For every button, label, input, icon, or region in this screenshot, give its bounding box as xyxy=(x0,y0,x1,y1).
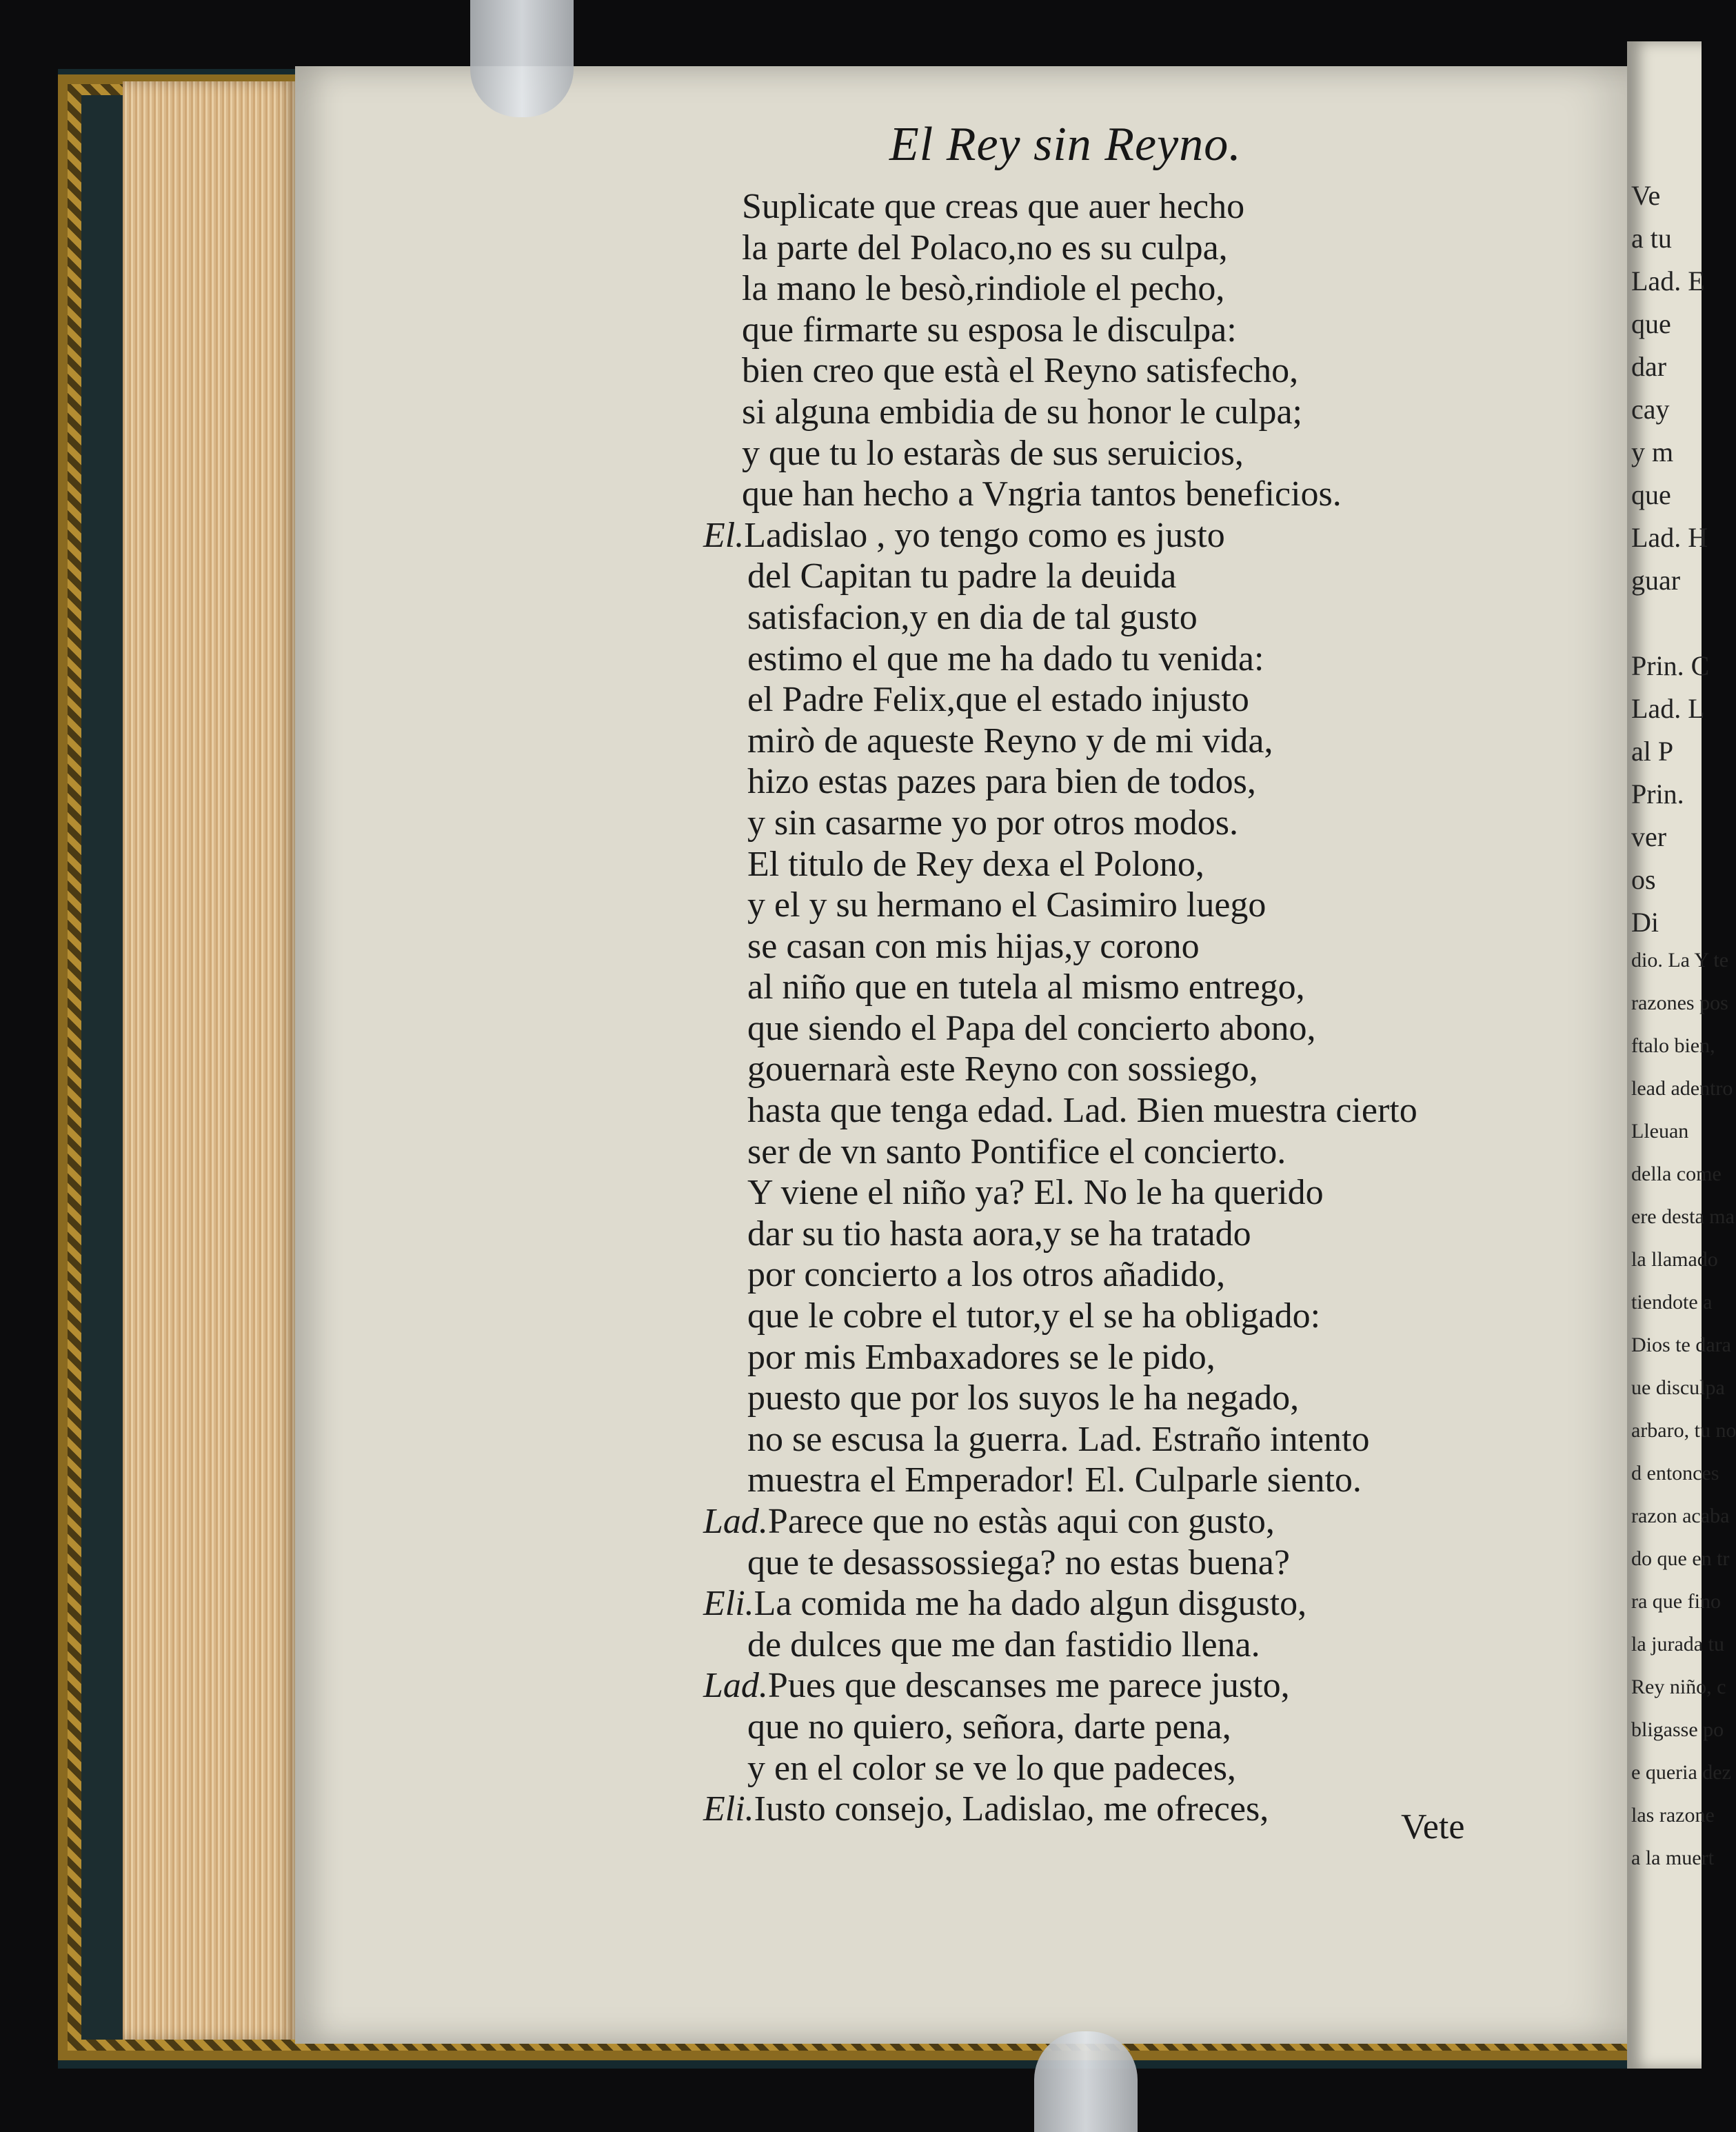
verse-text: Suplicate que creas que auer hecho xyxy=(742,187,1245,226)
verse-line xyxy=(703,1008,1517,1049)
facing-page-text: las razone xyxy=(1631,1804,1715,1827)
verse-text: que no quiero, señora, darte pena, xyxy=(747,1707,1231,1747)
verse-text: estimo el que me ha dado tu venida: xyxy=(747,638,1264,678)
verse-line xyxy=(703,1049,1517,1090)
verse-text-block xyxy=(703,186,1517,1830)
speaker-label: Lad. xyxy=(703,1502,768,1541)
verse-text: muestra el Emperador! El. Culparle siento. xyxy=(747,1460,1362,1500)
facing-page-text: cay xyxy=(1631,394,1670,425)
facing-page-text: arbaro, tu no xyxy=(1631,1419,1736,1442)
speaker-label: El. xyxy=(703,515,745,555)
speaker-label: Eli. xyxy=(703,1584,754,1624)
facing-page-text: Lleuan xyxy=(1631,1120,1689,1143)
verse-text: del Capitan tu padre la deuida xyxy=(747,556,1177,596)
verse-line xyxy=(703,967,1517,1008)
facing-page-text: razon acaba xyxy=(1631,1505,1730,1527)
facing-page-text: la llamado xyxy=(1631,1248,1718,1271)
facing-page-text: dar xyxy=(1631,351,1667,382)
facing-page-text: ue disculpa xyxy=(1631,1376,1725,1399)
verse-line xyxy=(703,228,1517,269)
verse-text: al niño que en tutela al mismo entrego, xyxy=(747,967,1305,1007)
verse-text: Parece que no estàs aqui con gusto, xyxy=(767,1502,1275,1541)
verse-text: Pues que descanses me parece justo, xyxy=(767,1666,1290,1706)
verse-text: la mano le besò,rindiole el pecho, xyxy=(742,269,1225,309)
verse-text: La comida me ha dado algun disgusto, xyxy=(754,1584,1307,1624)
verse-line xyxy=(703,761,1517,803)
verse-text: y que tu lo estaràs de sus seruicios, xyxy=(742,433,1244,473)
verse-line xyxy=(703,268,1517,310)
verse-text: si alguna embidia de su honor le culpa; xyxy=(742,392,1303,432)
speaker-label: Eli. xyxy=(703,1789,754,1829)
facing-page-text: bligasse po xyxy=(1631,1718,1724,1741)
verse-text: Iusto consejo, Ladislao, me ofreces, xyxy=(754,1789,1269,1829)
facing-page-text: que xyxy=(1631,308,1671,339)
facing-page-text: Prin. C xyxy=(1631,650,1710,681)
facing-page-text: ftalo bien, xyxy=(1631,1034,1715,1057)
verse-text: mirò de aqueste Reyno y de mi vida, xyxy=(747,721,1273,761)
verse-text: que le cobre el tutor,y el se ha obligado: xyxy=(747,1296,1321,1336)
verse-line xyxy=(703,1665,1517,1707)
verse-text: y el y su hermano el Casimiro luego xyxy=(747,885,1266,925)
verse-text: por concierto a los otros añadido, xyxy=(747,1255,1226,1295)
facing-page-text: a tu xyxy=(1631,223,1672,254)
facing-page-text: guar xyxy=(1631,565,1681,596)
verse-line xyxy=(703,1583,1517,1625)
verse-line xyxy=(703,1296,1517,1337)
verse-text: no se escusa la guerra. Lad. Estraño intento xyxy=(747,1419,1370,1459)
facing-page-text: y m xyxy=(1631,436,1674,467)
verse-text: dar su tio hasta aora,y se ha tratado xyxy=(747,1214,1251,1254)
verse-line xyxy=(703,597,1517,638)
verse-line xyxy=(703,1542,1517,1584)
verse-line xyxy=(703,1172,1517,1214)
verse-text: por mis Embaxadores se le pido, xyxy=(747,1337,1215,1377)
verse-line xyxy=(703,474,1517,515)
verse-line xyxy=(703,638,1517,680)
verse-line xyxy=(703,1337,1517,1378)
verse-text: la parte del Polaco,no es su culpa, xyxy=(742,228,1228,268)
verse-line xyxy=(703,1460,1517,1501)
verse-text: ser de vn santo Pontifice el concierto. xyxy=(747,1132,1286,1171)
verse-text: y sin casarme yo por otros modos. xyxy=(747,803,1239,843)
running-head: El Rey sin Reyno. xyxy=(889,118,1242,171)
facing-page-text: dio. La Y te xyxy=(1631,949,1729,972)
facing-page-text: Ve xyxy=(1631,180,1661,211)
facing-page-text: Dios te dara xyxy=(1631,1334,1731,1356)
facing-page-text: Prin. xyxy=(1631,778,1684,809)
verse-text: el Padre Felix,que el estado injusto xyxy=(747,680,1249,720)
page-clip-bottom xyxy=(1034,2031,1138,2132)
verse-line xyxy=(703,1419,1517,1460)
verse-line xyxy=(703,350,1517,392)
verse-line xyxy=(703,1789,1517,1830)
verse-line xyxy=(703,721,1517,762)
facing-page-edge xyxy=(1627,41,1736,2069)
verse-text: que te desassossiega? no estas buena? xyxy=(747,1542,1290,1582)
verse-text: de dulces que me dan fastidio llena. xyxy=(747,1625,1260,1665)
verse-line xyxy=(703,1378,1517,1419)
facing-page-text: Lad. L xyxy=(1631,693,1705,724)
verse-text: Y viene el niño ya? El. No le ha querido xyxy=(747,1173,1324,1213)
verse-line xyxy=(703,1132,1517,1173)
verse-text: puesto que por los suyos le ha negado, xyxy=(747,1378,1300,1418)
facing-page-text: ere desta ma xyxy=(1631,1205,1735,1228)
facing-page-text: Lad. E xyxy=(1631,265,1705,296)
verse-text: que siendo el Papa del concierto abono, xyxy=(747,1008,1316,1048)
facing-page-text: razones pos xyxy=(1631,992,1728,1014)
verse-text: que han hecho a Vngria tantos beneficios. xyxy=(742,474,1342,514)
verse-text: gouernarà este Reyno con sossiego, xyxy=(747,1049,1258,1089)
facing-page-text: della come xyxy=(1631,1163,1722,1185)
verse-text: El titulo de Rey dexa el Polono, xyxy=(747,844,1204,884)
facing-page-text: la jurada tu xyxy=(1631,1633,1724,1656)
facing-page-text: que xyxy=(1631,479,1671,510)
facing-page-text: Rey niño, c xyxy=(1631,1676,1726,1698)
verse-text: se casan con mis hijas,y corono xyxy=(747,926,1200,966)
facing-page-text: ra que fino xyxy=(1631,1590,1721,1613)
verse-text: bien creo que està el Reyno satisfecho, xyxy=(742,351,1299,391)
verse-text: que firmarte su esposa le disculpa: xyxy=(742,310,1237,350)
facing-page-text: tiendote a xyxy=(1631,1291,1713,1314)
verse-line xyxy=(703,186,1517,228)
verse-line xyxy=(703,1625,1517,1666)
verse-line xyxy=(703,1501,1517,1542)
page-edges xyxy=(123,81,295,2040)
verse-line xyxy=(703,926,1517,967)
verse-line xyxy=(703,392,1517,433)
verse-line xyxy=(703,433,1517,474)
speaker-label: Lad. xyxy=(703,1666,768,1706)
verse-line xyxy=(703,844,1517,885)
verse-text: satisfacion,y en dia de tal gusto xyxy=(747,597,1198,637)
verse-line xyxy=(703,1214,1517,1255)
verse-line xyxy=(703,310,1517,351)
verse-text: y en el color se ve lo que padeces, xyxy=(747,1748,1236,1788)
verse-text: Ladislao , yo tengo como es justo xyxy=(744,515,1225,555)
verse-text: hizo estas pazes para bien de todos, xyxy=(747,762,1256,802)
verse-line xyxy=(703,1090,1517,1132)
facing-page-text: Di xyxy=(1631,907,1659,938)
verse-line xyxy=(703,679,1517,721)
verse-line xyxy=(703,885,1517,926)
verse-line xyxy=(703,803,1517,844)
facing-page-text: os xyxy=(1631,864,1656,895)
facing-page-text: e queria dez xyxy=(1631,1761,1731,1784)
verse-line xyxy=(703,556,1517,597)
facing-page-text: al P xyxy=(1631,736,1674,767)
facing-page-text: ver xyxy=(1631,821,1667,852)
catchword: Vete xyxy=(1401,1807,1465,1847)
facing-page-text: lead adentro xyxy=(1631,1077,1733,1100)
facing-page-text: do que en tr xyxy=(1631,1547,1730,1570)
verse-line xyxy=(703,515,1517,556)
facing-page-text: a la muert xyxy=(1631,1847,1714,1869)
verse-line xyxy=(703,1707,1517,1748)
facing-page-text: d entonces xyxy=(1631,1462,1719,1485)
page-clip-top xyxy=(470,0,574,117)
facing-page-text: Lad. H xyxy=(1631,522,1708,553)
verse-line xyxy=(703,1254,1517,1296)
verse-text: hasta que tenga edad. Lad. Bien muestra cierto xyxy=(747,1091,1417,1131)
verse-line xyxy=(703,1748,1517,1789)
